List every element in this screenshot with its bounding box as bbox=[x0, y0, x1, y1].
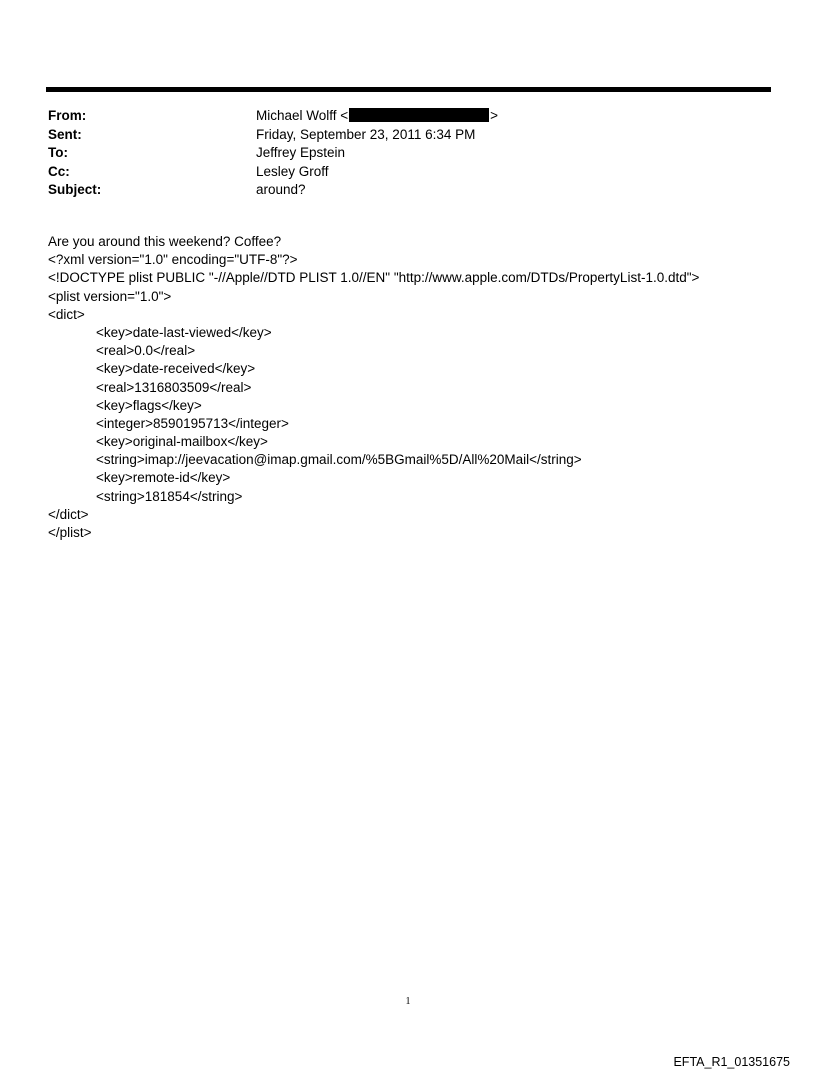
body-line-key-date-last-viewed: <key>date-last-viewed</key> bbox=[96, 324, 272, 340]
sent-row bbox=[48, 126, 768, 145]
sent-value: Friday, September 23, 2011 6:34 PM bbox=[256, 126, 476, 142]
page-number: 1 bbox=[405, 996, 411, 1007]
redaction-box bbox=[349, 108, 489, 122]
sent-label: Sent: bbox=[48, 126, 82, 142]
body-line-dict-open: <dict> bbox=[48, 306, 85, 322]
email-body bbox=[48, 233, 788, 542]
subject-value: around? bbox=[256, 182, 306, 197]
body-line-message: Are you around this weekend? Coffee? bbox=[48, 234, 282, 249]
body-line-key-date-received: <key>date-received</key> bbox=[96, 361, 256, 377]
from-name: Michael Wolff < bbox=[256, 108, 349, 123]
body-line-string-remote-id: <string>181854</string> bbox=[96, 488, 243, 504]
body-line-dict-close: </dict> bbox=[48, 506, 89, 522]
subject-row bbox=[48, 181, 768, 200]
document-id: EFTA_R1_01351675 bbox=[673, 1055, 790, 1069]
from-label: From: bbox=[48, 108, 87, 123]
body-line-xml-declaration: <?xml version="1.0" encoding="UTF-8"?> bbox=[48, 252, 298, 268]
body-line-integer-flags: <integer>8590195713</integer> bbox=[96, 415, 289, 431]
body-line-doctype: <!DOCTYPE plist PUBLIC "-//Apple//DTD PLIST 1.0//EN" "http://www.apple.com/DTDs/PropertyList-1.0.dtd"> bbox=[48, 270, 700, 286]
body-line-string-mailbox: <string>imap://jeevacation@imap.gmail.com/%5BGmail%5D/All%20Mail</string> bbox=[96, 452, 582, 468]
body-line-key-flags: <key>flags</key> bbox=[96, 397, 202, 413]
cc-value: Lesley Groff bbox=[256, 163, 329, 179]
to-row bbox=[48, 144, 768, 163]
subject-label: Subject: bbox=[48, 182, 102, 197]
body-line-key-original-mailbox: <key>original-mailbox</key> bbox=[96, 434, 268, 450]
header-divider-rule bbox=[46, 87, 771, 92]
from-row bbox=[48, 107, 768, 126]
email-header bbox=[48, 107, 768, 200]
cc-row bbox=[48, 163, 768, 182]
body-line-real-timestamp: <real>1316803509</real> bbox=[96, 379, 252, 395]
cc-label: Cc: bbox=[48, 163, 70, 179]
body-line-plist-open: <plist version="1.0"> bbox=[48, 288, 172, 304]
to-label: To: bbox=[48, 145, 68, 160]
from-value bbox=[256, 107, 498, 126]
from-close-bracket: > bbox=[490, 108, 499, 123]
body-line-plist-close: </plist> bbox=[48, 525, 92, 540]
to-value: Jeffrey Epstein bbox=[256, 145, 346, 160]
body-line-real-value: <real>0.0</real> bbox=[96, 343, 196, 359]
body-line-key-remote-id: <key>remote-id</key> bbox=[96, 470, 231, 486]
